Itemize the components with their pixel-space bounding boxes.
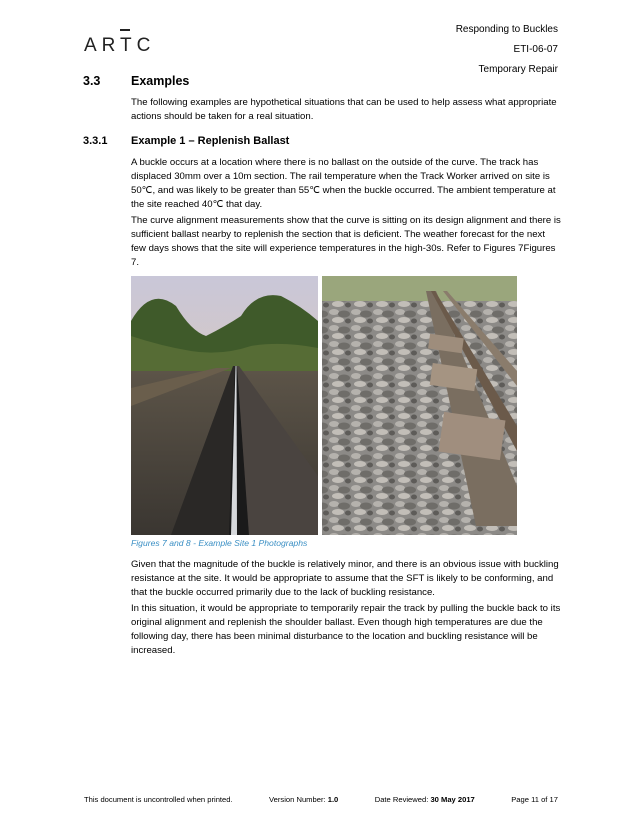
paragraph-1: A buckle occurs at a location where there is no ballast on the outside of the curve. The track has displaced 30mm over a 10m section. The rail temperature when the Track Worker arrived on site is 50℃, and was likely to be greater than 55℃ when the buckle occurred. The ambient temperature at the site reached 40℃ that day. bbox=[131, 157, 556, 210]
footer-date: Date Reviewed: 30 May 2017 bbox=[374, 795, 475, 804]
paragraph-3: Given that the magnitude of the buckle is relatively minor, and there is an obvious issue with buckling resistance at the site. It would be appropriate to assume that the SFT is likely to be conforming, and that the buckle occurred primarily due to the lack of buckling resistance. bbox=[131, 559, 559, 598]
site-photographs bbox=[131, 276, 517, 535]
header-subtitle: Temporary Repair bbox=[478, 64, 558, 75]
figure-caption: Figures 7 and 8 - Example Site 1 Photographs bbox=[131, 538, 308, 548]
paragraph-2: The curve alignment measurements show that the curve is sitting on its design alignment and there is sufficient ballast nearby to replenish the section that is deficient. The weather forecast for the next few days shows that the site will experience temperatures in the high-30s. Refer to Figures 7Figures 7. bbox=[131, 215, 561, 268]
section-title: Examples bbox=[131, 74, 190, 88]
subsection-number: 3.3.1 bbox=[83, 135, 108, 147]
logo-text: ARTC bbox=[84, 35, 156, 56]
section-intro: The following examples are hypothetical situations that can be used to help assess what appropriate actions should be taken for a real situation. bbox=[131, 97, 557, 122]
page-footer bbox=[84, 795, 558, 804]
photo-figure-7 bbox=[131, 276, 318, 535]
header-doc-number: ETI-06-07 bbox=[513, 44, 558, 55]
footer-version: Version Number: 1.0 bbox=[269, 795, 339, 804]
section-number: 3.3 bbox=[83, 74, 101, 88]
photo-figure-8 bbox=[322, 276, 517, 535]
footer-uncontrolled: This document is uncontrolled when printed. bbox=[84, 795, 233, 804]
header-title: Responding to Buckles bbox=[455, 24, 558, 35]
footer-page-number: Page 11 of 17 bbox=[511, 795, 558, 804]
subsection-title: Example 1 – Replenish Ballast bbox=[131, 135, 290, 147]
paragraph-4: In this situation, it would be appropriate to temporarily repair the track by pulling the buckle back to its original alignment and replenish the shoulder ballast. Even though high temperatures are due the following day, there has been minimal disturbance to the location and buckling resistance will be increased. bbox=[131, 603, 561, 656]
artc-logo bbox=[84, 26, 164, 60]
document-header bbox=[456, 20, 558, 80]
